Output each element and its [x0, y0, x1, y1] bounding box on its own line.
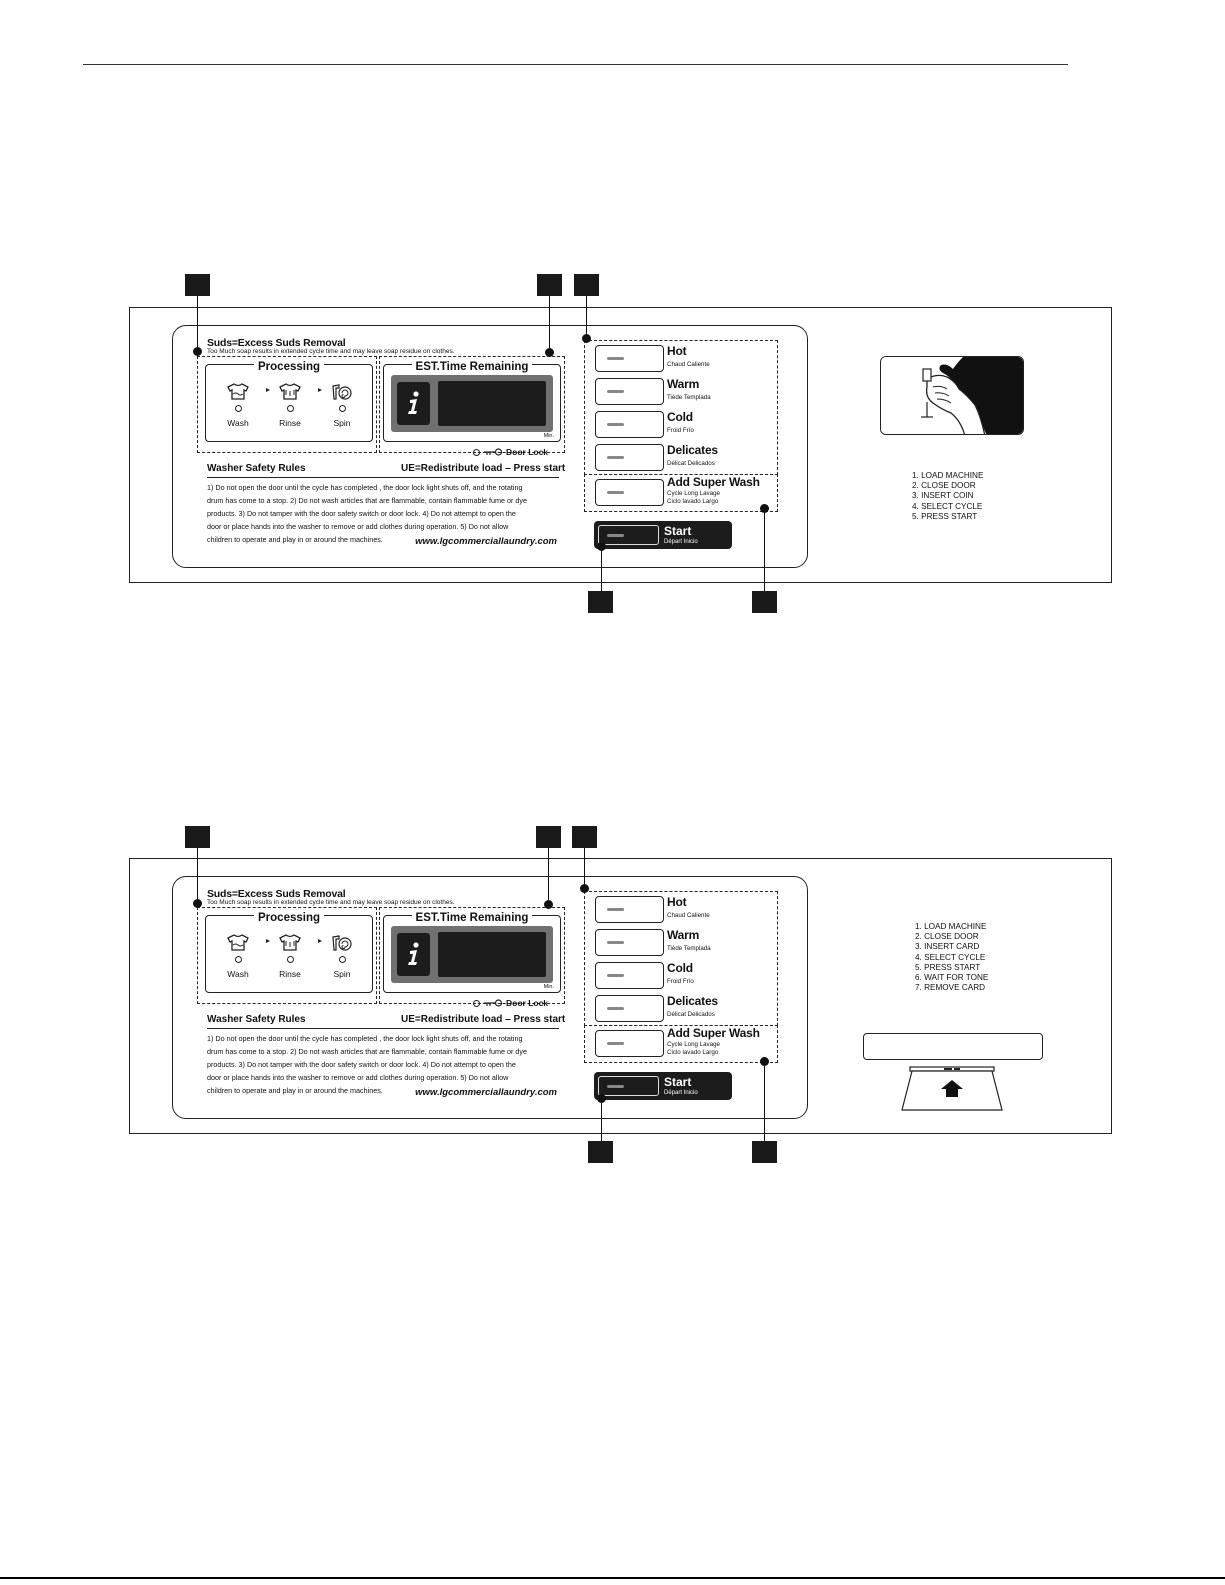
stage-label: Wash [227, 969, 249, 979]
suds-title: Suds=Excess Suds Removal [207, 888, 346, 900]
hand-inserting-coin-icon [881, 357, 1024, 435]
panel-outline [129, 858, 1112, 1134]
time-remaining-group [383, 912, 561, 993]
card-instructions [915, 922, 988, 993]
instruction-step: 5. PRESS START [912, 511, 978, 521]
callout-marker-2 [536, 826, 561, 848]
callout-leader [764, 510, 765, 591]
callout-leader [197, 848, 198, 900]
led-bar [607, 423, 624, 426]
ue-note: UE=Redistribute load – Press start [401, 1014, 566, 1025]
led-bar [607, 491, 624, 494]
callout-anchor [582, 334, 591, 343]
hot-button[interactable] [595, 896, 664, 923]
instruction-step: 3. INSERT COIN [912, 491, 974, 501]
est-title: EST.Time Remaining [412, 361, 533, 373]
wash-icon [226, 383, 250, 401]
cold-button[interactable] [595, 962, 664, 989]
safety-line: 1) Do not open the door until the cycle has completed , the door lock light shuts off, and the rotating [207, 483, 523, 492]
callout-anchor [580, 884, 589, 893]
warm-sub-label: Tiède Templada [667, 394, 711, 401]
start-led-window [598, 525, 659, 545]
safety-line: children to operate and play in or around the machines. [207, 1086, 383, 1095]
rules-divider [207, 1028, 559, 1029]
website-link: www.lgcommerciallaundry.com [415, 536, 557, 547]
super-wash-sub-label: Cycle Long Lavage [667, 490, 720, 497]
suds-note: Too Much soap results in extended cycle time and may leave soap residue on clothes. [207, 899, 455, 906]
control-panel-diagram-card [0, 826, 1225, 1166]
control-panel [172, 325, 808, 568]
led-bar [607, 1042, 624, 1045]
hot-sub-label: Chaud Caliente [667, 912, 710, 919]
start-led-window [598, 1076, 659, 1096]
instruction-step: 3. INSERT CARD [915, 942, 980, 952]
stage-rinse [269, 383, 311, 428]
cold-label: Cold [667, 410, 693, 424]
est-title: EST.Time Remaining [412, 912, 533, 924]
led-bar [607, 974, 624, 977]
safety-line: children to operate and play in or around the machines. [207, 535, 383, 544]
led-bar [607, 456, 624, 459]
super-wash-sub-label: Ciclo lavado Largo [667, 498, 719, 505]
safety-line: 1) Do not open the door until the cycle has completed , the door lock light shuts off, and the rotating [207, 1034, 523, 1043]
website-link: www.lgcommerciallaundry.com [415, 1087, 557, 1098]
header-rule [83, 64, 1068, 65]
led-bar [607, 1085, 624, 1088]
spin-icon [330, 934, 354, 952]
callout-marker-2 [537, 274, 562, 296]
rinse-indicator [287, 405, 294, 412]
info-icon [406, 390, 422, 416]
wash-indicator [235, 956, 242, 963]
display-bezel [391, 375, 553, 432]
card-reader-slot[interactable] [863, 1033, 1043, 1060]
stage-spin [321, 934, 363, 979]
processing-title: Processing [254, 361, 324, 373]
hot-label: Hot [667, 895, 687, 909]
cold-button[interactable] [595, 411, 664, 438]
warm-sub-label: Tiède Templada [667, 945, 711, 952]
safety-line: products. 3) Do not tamper with the door safety switch or door lock. 4) Do not attempt to open the [207, 509, 516, 518]
info-button[interactable] [397, 382, 430, 425]
delicates-label: Delicates [667, 994, 718, 1008]
super-wash-sub-label: Ciclo lavado Largo [667, 1049, 719, 1056]
callout-marker-5 [752, 1141, 777, 1163]
start-sub-label: Départ Inicio [664, 1090, 698, 1096]
control-panel [172, 876, 808, 1119]
stage-wash [217, 383, 259, 428]
super-wash-label: Add Super Wash [667, 1026, 760, 1040]
super-wash-button[interactable] [595, 479, 664, 506]
stage-label: Spin [333, 418, 351, 428]
start-button[interactable] [594, 1072, 732, 1100]
spin-indicator [339, 956, 346, 963]
suds-title: Suds=Excess Suds Removal [207, 337, 346, 349]
card-insert-icon [900, 1066, 1004, 1111]
spin-icon [330, 383, 354, 401]
rules-divider [207, 477, 559, 478]
instruction-step: 6. WAIT FOR TONE [915, 973, 989, 983]
suds-note: Too Much soap results in extended cycle time and may leave soap residue on clothes. [207, 348, 455, 355]
instruction-step: 5. PRESS START [915, 962, 981, 972]
control-panel-diagram-coin [0, 274, 1225, 614]
led-bar [607, 390, 624, 393]
callout-marker-4 [588, 591, 613, 613]
info-button[interactable] [397, 933, 430, 976]
rinse-icon [278, 383, 302, 401]
hot-sub-label: Chaud Caliente [667, 361, 710, 368]
callout-anchor [544, 900, 553, 909]
super-wash-button[interactable] [595, 1030, 664, 1057]
cold-label: Cold [667, 961, 693, 975]
callout-leader [601, 1098, 602, 1141]
super-wash-sub-label: Cycle Long Lavage [667, 1041, 720, 1048]
warm-label: Warm [667, 377, 700, 391]
door-lock-label: Door Lock [506, 998, 549, 1008]
processing-title: Processing [254, 912, 324, 924]
hot-label: Hot [667, 344, 687, 358]
delicates-button[interactable] [595, 995, 664, 1022]
door-lock-led [473, 1000, 480, 1007]
door-lock-label: Door Lock [506, 447, 549, 457]
key-icon [483, 999, 503, 1007]
door-lock-led [473, 449, 480, 456]
callout-leader [197, 296, 198, 348]
cold-sub-label: Froid Frío [667, 427, 694, 434]
panel-outline [129, 307, 1112, 583]
instruction-step: 2. CLOSE DOOR [915, 932, 979, 942]
callout-leader [586, 296, 587, 339]
instruction-step: 7. REMOVE CARD [915, 983, 986, 993]
delicates-sub-label: Délicat Delicados [667, 460, 715, 467]
start-label: Start [664, 1075, 692, 1089]
callout-leader [764, 1063, 765, 1141]
time-display [438, 932, 546, 977]
callout-anchor [193, 347, 202, 356]
door-lock-indicator [473, 998, 548, 1008]
footer-rule [0, 1577, 1225, 1579]
callout-anchor [193, 899, 202, 908]
key-icon [483, 448, 503, 456]
stage-spin [321, 383, 363, 428]
safety-line: door or place hands into the washer to remove or add clothes during operation. 5) Do not allow [207, 1073, 509, 1082]
stage-label: Spin [333, 969, 351, 979]
processing-group [205, 912, 373, 993]
led-bar [607, 534, 624, 537]
coin-instructions [912, 471, 983, 522]
start-label: Start [664, 524, 692, 538]
led-bar [607, 357, 624, 360]
instruction-step: 2. CLOSE DOOR [912, 481, 976, 491]
callout-leader [601, 546, 602, 591]
instruction-step: 1. LOAD MACHINE [915, 922, 987, 931]
hot-button[interactable] [595, 345, 664, 372]
warm-button[interactable] [595, 378, 664, 405]
start-button[interactable] [594, 521, 732, 549]
led-bar [607, 908, 624, 911]
stage-rinse [269, 934, 311, 979]
processing-group [205, 361, 373, 442]
wash-indicator [235, 405, 242, 412]
callout-leader [584, 848, 585, 888]
delicates-button[interactable] [595, 444, 664, 471]
instruction-step: 4. SELECT CYCLE [915, 952, 986, 962]
callout-anchor [545, 348, 554, 357]
callout-marker-1 [185, 826, 210, 848]
led-bar [607, 1007, 624, 1010]
coin-insert-illustration [880, 356, 1024, 435]
wash-icon [226, 934, 250, 952]
stage-label: Wash [227, 418, 249, 428]
callout-marker-4 [588, 1141, 613, 1163]
safety-rules-title: Washer Safety Rules [207, 463, 306, 474]
door-lock-indicator [473, 447, 548, 457]
info-icon [406, 941, 422, 967]
callout-marker-3 [572, 826, 597, 848]
stage-label: Rinse [279, 969, 301, 979]
safety-rules-title: Washer Safety Rules [207, 1014, 306, 1025]
instruction-step: 1. LOAD MACHINE [912, 471, 984, 480]
callout-marker-3 [574, 274, 599, 296]
spin-indicator [339, 405, 346, 412]
safety-line: drum has come to a stop. 2) Do not wash articles that are flammable, contain flammable fume or dye [207, 1047, 527, 1056]
stage-label: Rinse [279, 418, 301, 428]
stage-wash [217, 934, 259, 979]
warm-button[interactable] [595, 929, 664, 956]
led-bar [607, 941, 624, 944]
delicates-sub-label: Délicat Delicados [667, 1011, 715, 1018]
display-bezel [391, 926, 553, 983]
cold-sub-label: Froid Frío [667, 978, 694, 985]
callout-leader [548, 848, 549, 901]
instruction-step: 4. SELECT CYCLE [912, 501, 983, 511]
delicates-label: Delicates [667, 443, 718, 457]
safety-line: products. 3) Do not tamper with the door safety switch or door lock. 4) Do not attempt to open the [207, 1060, 516, 1069]
callout-marker-5 [752, 591, 777, 613]
minutes-label: Min. [543, 984, 554, 990]
rinse-icon [278, 934, 302, 952]
warm-label: Warm [667, 928, 700, 942]
minutes-label: Min. [543, 433, 554, 439]
callout-leader [549, 296, 550, 349]
safety-line: drum has come to a stop. 2) Do not wash articles that are flammable, contain flammable fume or dye [207, 496, 527, 505]
super-wash-label: Add Super Wash [667, 475, 760, 489]
safety-line: door or place hands into the washer to remove or add clothes during operation. 5) Do not allow [207, 522, 509, 531]
ue-note: UE=Redistribute load – Press start [401, 463, 566, 474]
start-sub-label: Départ Inicio [664, 539, 698, 545]
rinse-indicator [287, 956, 294, 963]
callout-marker-1 [185, 274, 210, 296]
time-remaining-group [383, 361, 561, 442]
time-display [438, 381, 546, 426]
